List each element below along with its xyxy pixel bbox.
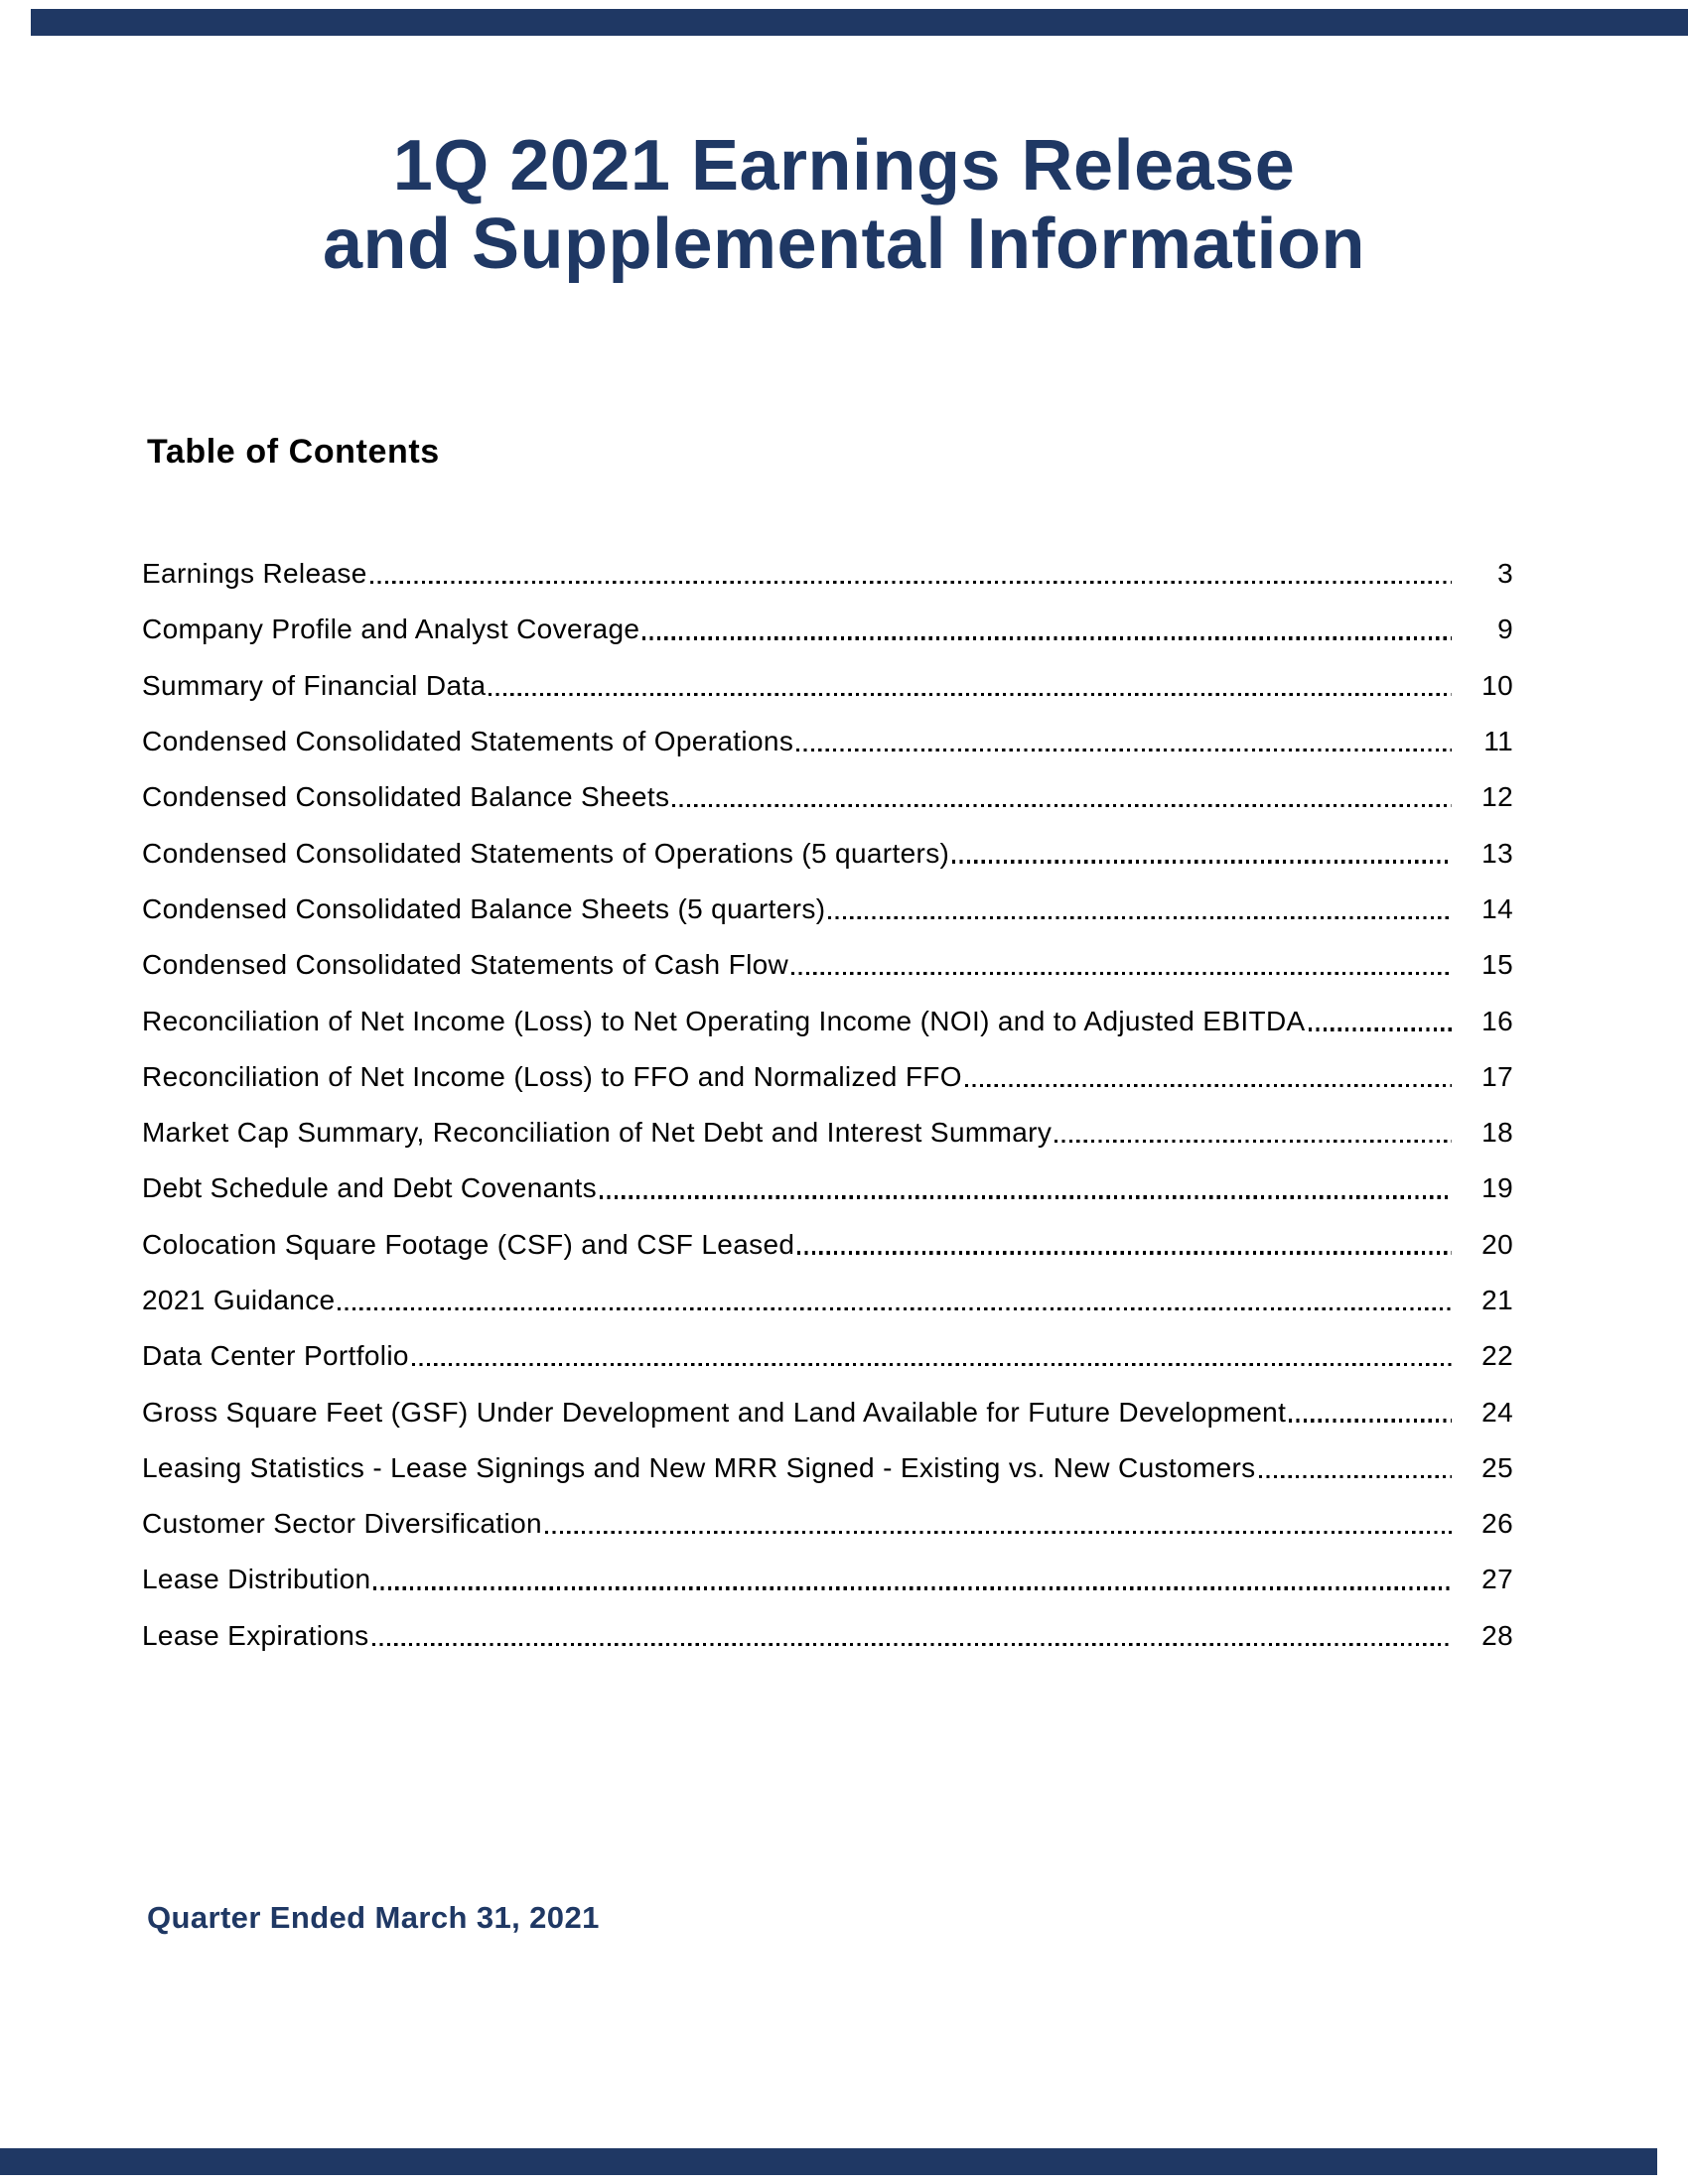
toc-entry [142, 602, 1513, 657]
toc-entry-label: Customer Sector Diversification [142, 1508, 542, 1540]
toc-entry-label: 2021 Guidance [142, 1285, 336, 1315]
document-title [0, 127, 1688, 284]
toc-entry-page: 24 [1481, 1396, 1513, 1428]
toc-entry-page: 26 [1481, 1508, 1513, 1540]
document-title-line-2: and Supplemental Information [322, 205, 1366, 284]
toc-entry-page: 28 [1481, 1619, 1513, 1651]
toc-entry [142, 1160, 1513, 1216]
toc-entry-page: 17 [1481, 1060, 1513, 1092]
dot-leader [791, 937, 1452, 993]
dot-leader [828, 882, 1452, 937]
toc-entry [142, 882, 1513, 937]
toc-entry-label: Condensed Consolidated Balance Sheets [142, 781, 670, 813]
toc-entry [142, 993, 1513, 1048]
toc-entry [142, 1049, 1513, 1105]
toc-entry-page: 22 [1481, 1340, 1513, 1372]
dot-leader [796, 714, 1452, 769]
dot-leader [600, 1160, 1452, 1216]
dot-leader [965, 1049, 1452, 1105]
toc-entry [142, 1328, 1513, 1384]
toc-entry-label: Market Cap Summary, Reconciliation of Net Debt and Interest Summary [142, 1117, 1053, 1149]
toc-entry [142, 1440, 1513, 1496]
dot-leader [373, 1552, 1452, 1607]
dot-leader [1259, 1440, 1452, 1496]
dot-leader [372, 1608, 1452, 1664]
toc-entry-page: 12 [1481, 781, 1513, 813]
dot-leader [370, 546, 1452, 602]
dot-leader [338, 1273, 1452, 1328]
toc-entry [142, 1608, 1513, 1664]
toc-entry-page: 19 [1481, 1172, 1513, 1204]
dot-leader [489, 658, 1452, 714]
dot-leader [642, 602, 1452, 657]
toc-entry-label: Condensed Consolidated Balance Sheets (5 quarters) [142, 892, 826, 924]
toc-entry-label: Lease Distribution [142, 1564, 371, 1595]
dot-leader [1055, 1105, 1452, 1160]
toc-entry-label: Earnings Release [142, 558, 367, 590]
dot-leader [672, 769, 1452, 825]
toc-entry-page: 16 [1481, 1005, 1513, 1036]
dot-leader [1309, 993, 1452, 1048]
toc-entry-label: Lease Expirations [142, 1619, 369, 1651]
toc-entry [142, 769, 1513, 825]
toc-entry [142, 714, 1513, 769]
dot-leader [1289, 1384, 1452, 1439]
dot-leader [952, 825, 1452, 881]
toc-entry [142, 658, 1513, 714]
toc-entry [142, 1496, 1513, 1552]
toc-entry-label: Condensed Consolidated Statements of Cash Flow [142, 949, 789, 981]
footer-quarter-label: Quarter Ended March 31, 2021 [147, 1900, 600, 1935]
toc-entry-label: Condensed Consolidated Statements of Operations [142, 726, 794, 757]
toc-entry-label: Leasing Statistics - Lease Signings and New MRR Signed - Existing vs. New Customers [142, 1451, 1256, 1483]
toc-entry-label: Summary of Financial Data [142, 669, 487, 701]
toc-entry [142, 825, 1513, 881]
toc-entry-label: Reconciliation of Net Income (Loss) to FFO and Normalized FFO [142, 1060, 962, 1092]
top-accent-bar [31, 9, 1688, 36]
toc-entry-label: Debt Schedule and Debt Covenants [142, 1172, 597, 1204]
toc-entry [142, 1552, 1513, 1607]
toc-entry-label: Data Center Portfolio [142, 1340, 409, 1372]
toc-entry-page: 21 [1481, 1285, 1513, 1315]
toc-entry-label: Colocation Square Footage (CSF) and CSF Leased [142, 1228, 795, 1260]
toc-entry-page: 9 [1497, 614, 1513, 645]
toc-entry-page: 20 [1481, 1228, 1513, 1260]
dot-leader [545, 1496, 1452, 1552]
toc-list [142, 546, 1513, 1664]
toc-entry-page: 18 [1481, 1117, 1513, 1149]
bottom-accent-bar [0, 2148, 1657, 2175]
toc-entry [142, 1384, 1513, 1439]
toc-entry-page: 10 [1481, 669, 1513, 701]
toc-entry-label: Reconciliation of Net Income (Loss) to Net Operating Income (NOI) and to Adjusted EBITDA [142, 1005, 1306, 1036]
toc-entry-page: 11 [1483, 726, 1513, 757]
toc-entry-label: Gross Square Feet (GSF) Under Development and Land Available for Future Development [142, 1396, 1287, 1428]
toc-heading: Table of Contents [147, 433, 440, 471]
toc-entry [142, 937, 1513, 993]
document-title-line-1: 1Q 2021 Earnings Release [392, 126, 1296, 205]
toc-entry-page: 27 [1481, 1564, 1513, 1595]
toc-entry-label: Company Profile and Analyst Coverage [142, 614, 640, 645]
toc-entry-page: 14 [1481, 892, 1513, 924]
toc-entry [142, 1105, 1513, 1160]
toc-entry [142, 1217, 1513, 1273]
dot-leader [797, 1217, 1452, 1273]
toc-entry [142, 546, 1513, 602]
dot-leader [412, 1328, 1452, 1384]
toc-entry [142, 1273, 1513, 1328]
toc-entry-page: 3 [1497, 558, 1513, 590]
toc-entry-label: Condensed Consolidated Statements of Operations (5 quarters) [142, 837, 950, 869]
toc-entry-page: 13 [1481, 837, 1513, 869]
toc-entry-page: 25 [1481, 1451, 1513, 1483]
toc-entry-page: 15 [1481, 949, 1513, 981]
